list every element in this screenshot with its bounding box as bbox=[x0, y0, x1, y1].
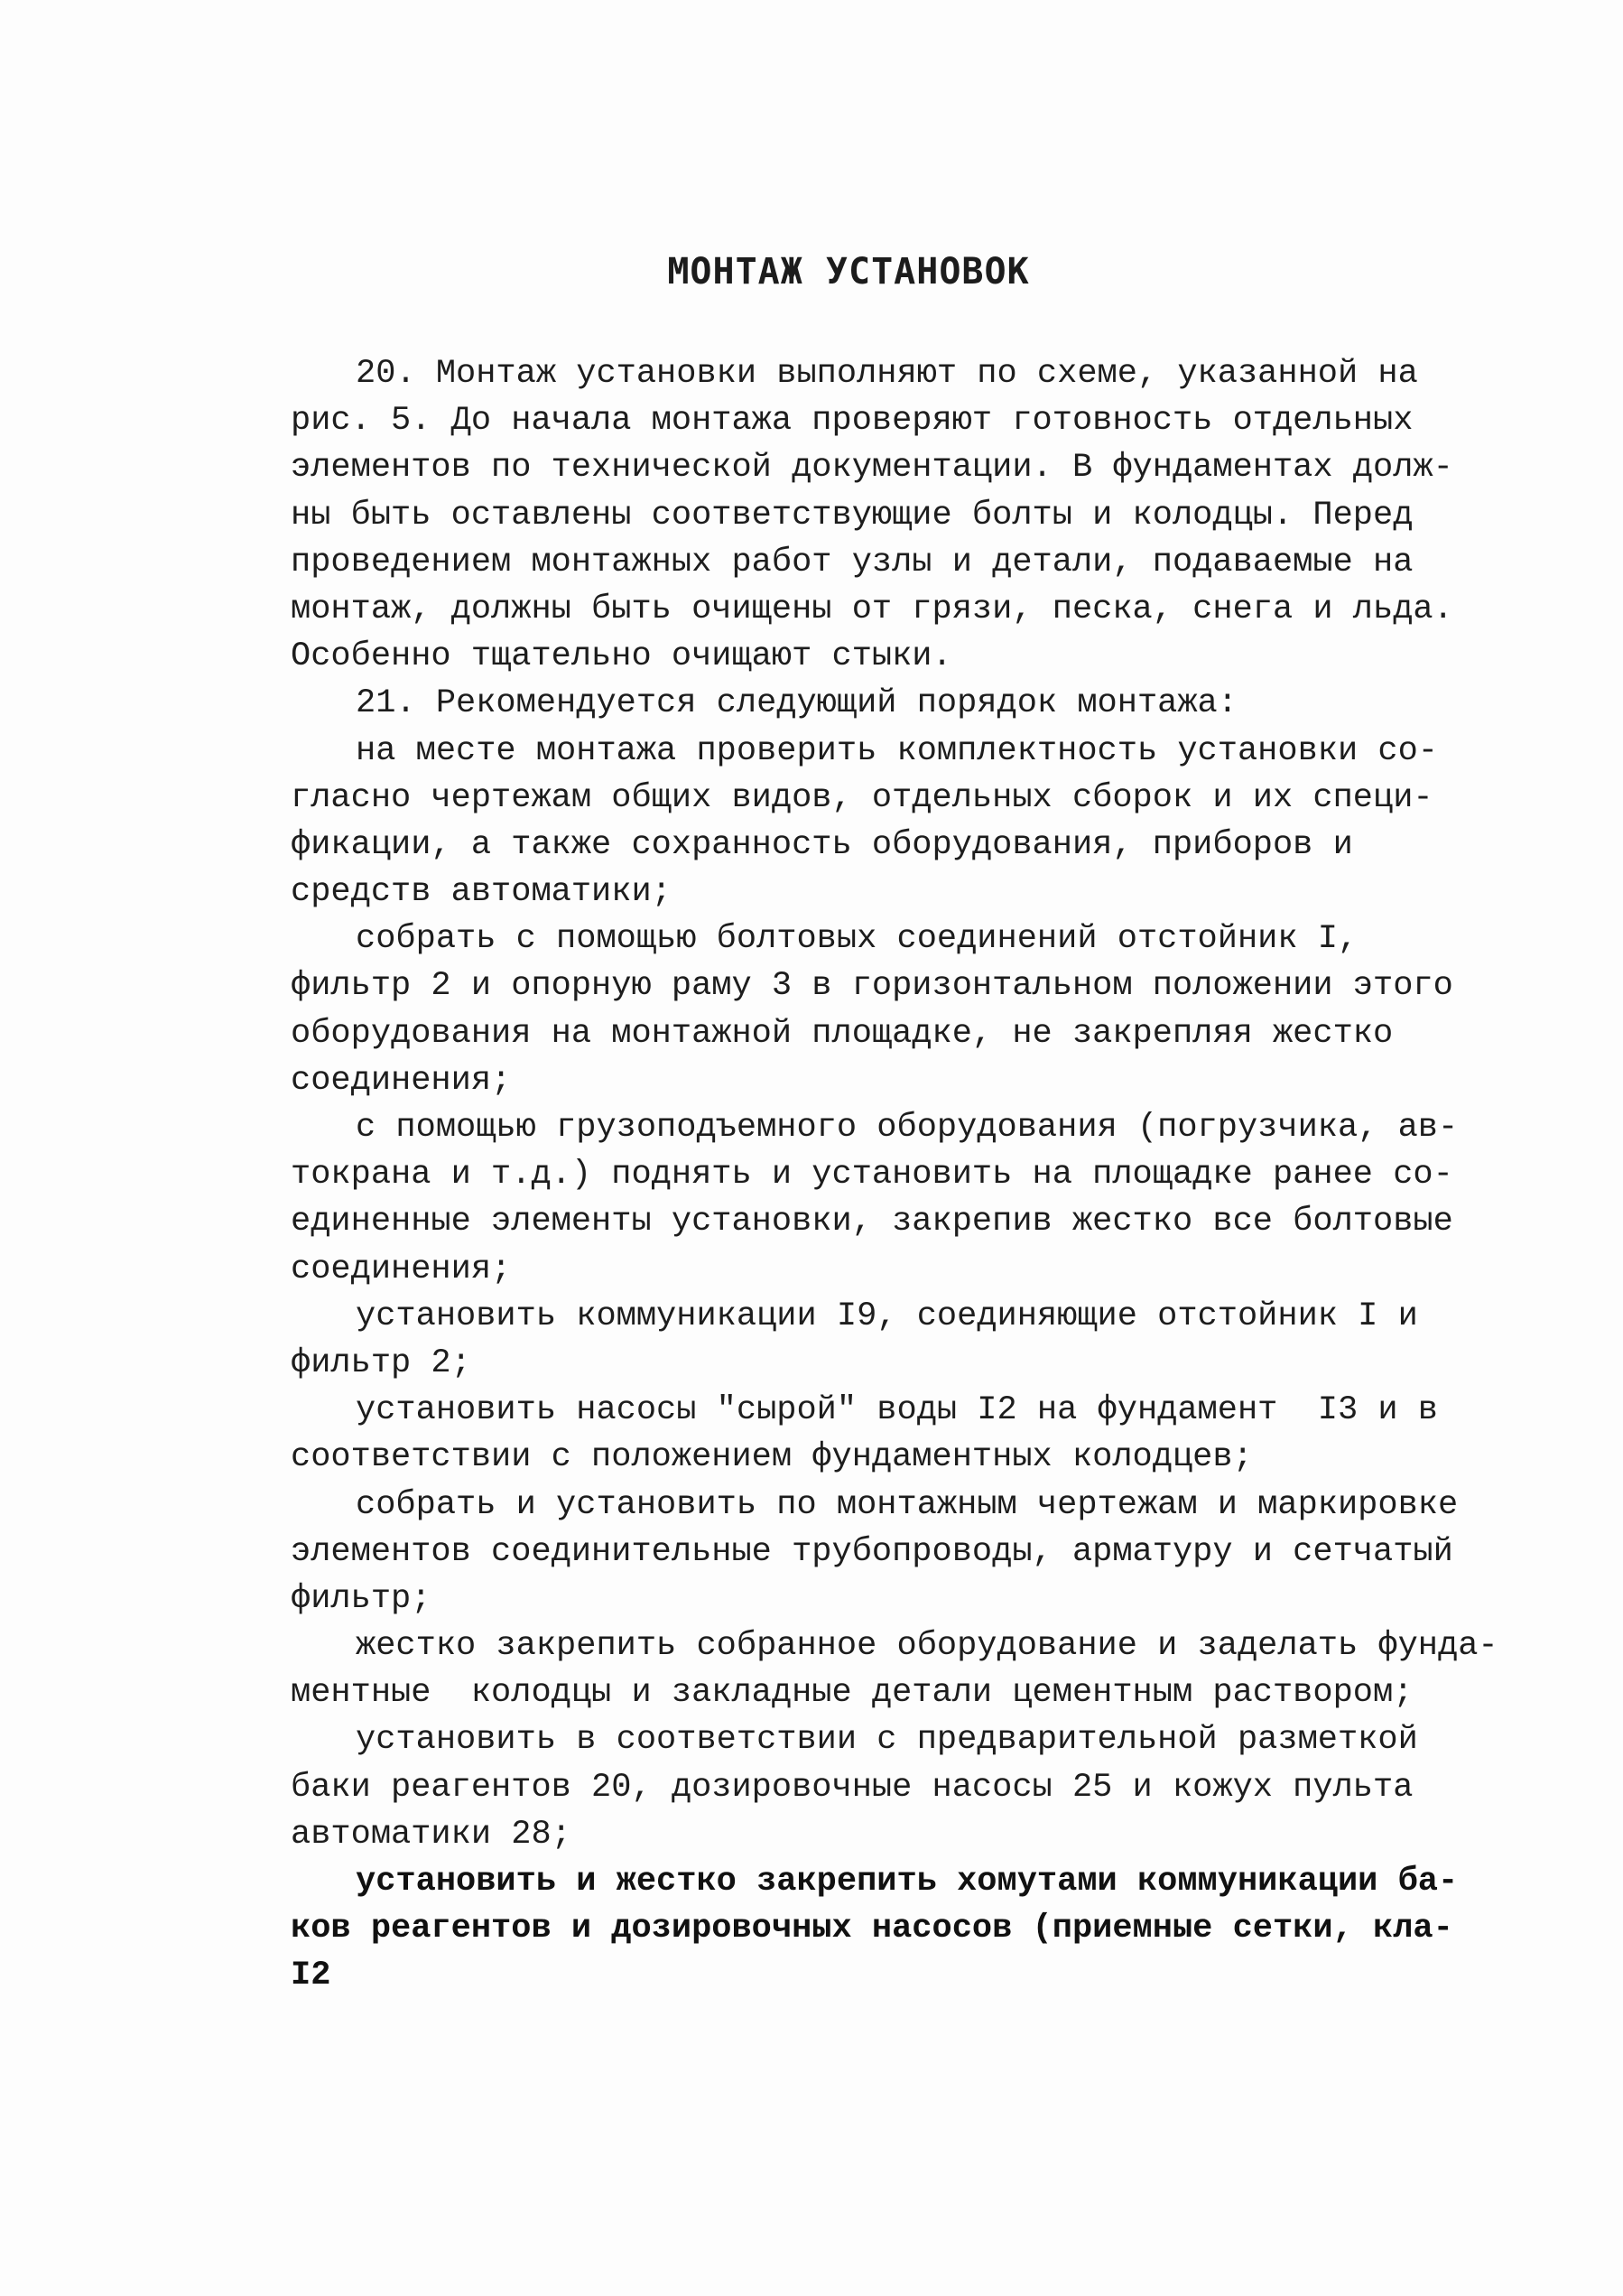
text-line: проведением монтажных работ узлы и детали, подаваемые на bbox=[291, 543, 1414, 581]
text-line: собрать с помощью болтовых соединений отстойник I, bbox=[356, 920, 1359, 959]
text-line: фильтр 2 и опорную раму 3 в горизонтальном положении этого bbox=[291, 967, 1453, 1006]
text-line: гласно чертежам общих видов, отдельных сборок и их специ- bbox=[291, 778, 1433, 817]
text-line: рис. 5. До начала монтажа проверяют готовность отдельных bbox=[291, 402, 1414, 441]
page-title: МОНТАЖ УСТАНОВОК bbox=[667, 251, 1030, 293]
text-line: единенные элементы установки, закрепив жестко все болтовые bbox=[291, 1203, 1453, 1241]
text-line: соединения; bbox=[291, 1250, 512, 1288]
text-line: жестко закрепить собранное оборудование и заделать фунда- bbox=[356, 1627, 1498, 1666]
text-line: фильтр; bbox=[291, 1579, 431, 1618]
text-line: элементов соединительные трубопроводы, арматуру и сетчатый bbox=[291, 1532, 1453, 1571]
text-line: баки реагентов 20, дозировочные насосы 25 и кожух пульта bbox=[291, 1768, 1414, 1807]
text-line: 20. Монтаж установки выполняют по схеме, указанной на bbox=[356, 355, 1418, 393]
text-line: ков реагентов и дозировочных насосов (приемные сетки, кла- bbox=[291, 1910, 1453, 1948]
body-text bbox=[291, 350, 1498, 2000]
text-line: элементов по технической документации. В фундаментах долж- bbox=[291, 449, 1453, 488]
text-line: ны быть оставлены соответствующие болты и колодцы. Перед bbox=[291, 496, 1414, 534]
page-number: I2 bbox=[291, 1957, 331, 1995]
text-line: на месте монтажа проверить комплектность установки со- bbox=[356, 731, 1438, 770]
text-line: ментные колодцы и закладные детали цементным раствором; bbox=[291, 1674, 1414, 1713]
text-line: установить коммуникации I9, соединяющие отстойник I и bbox=[356, 1297, 1418, 1335]
text-line: средств автоматики; bbox=[291, 873, 672, 912]
text-line: установить насосы "сырой" воды I2 на фундамент I3 и в bbox=[356, 1391, 1438, 1430]
text-line: фикации, а также сохранность оборудования, приборов и bbox=[291, 825, 1353, 864]
text-line: токрана и т.д.) поднять и установить на площадке ранее со- bbox=[291, 1156, 1453, 1194]
text-line: Особенно тщательно очищают стыки. bbox=[291, 637, 952, 676]
text-line: установить и жестко закрепить хомутами коммуникации ба- bbox=[356, 1863, 1459, 1901]
text-line: автоматики 28; bbox=[291, 1815, 571, 1854]
text-line: с помощью грузоподъемного оборудования (погрузчика, ав- bbox=[356, 1109, 1459, 1147]
text-line: монтаж, должны быть очищены от грязи, песка, снега и льда. bbox=[291, 590, 1453, 628]
text-line: собрать и установить по монтажным чертежам и маркировке bbox=[356, 1485, 1459, 1524]
text-line: соединения; bbox=[291, 1061, 512, 1100]
text-line: соответствии с положением фундаментных колодцев; bbox=[291, 1438, 1253, 1477]
text-line: 21. Рекомендуется следующий порядок монтажа: bbox=[356, 684, 1238, 723]
text-line: фильтр 2; bbox=[291, 1343, 471, 1382]
text-line: установить в соответствии с предварительной разметкой bbox=[356, 1721, 1418, 1760]
text-line: оборудования на монтажной площадке, не закрепляя жестко bbox=[291, 1014, 1394, 1053]
